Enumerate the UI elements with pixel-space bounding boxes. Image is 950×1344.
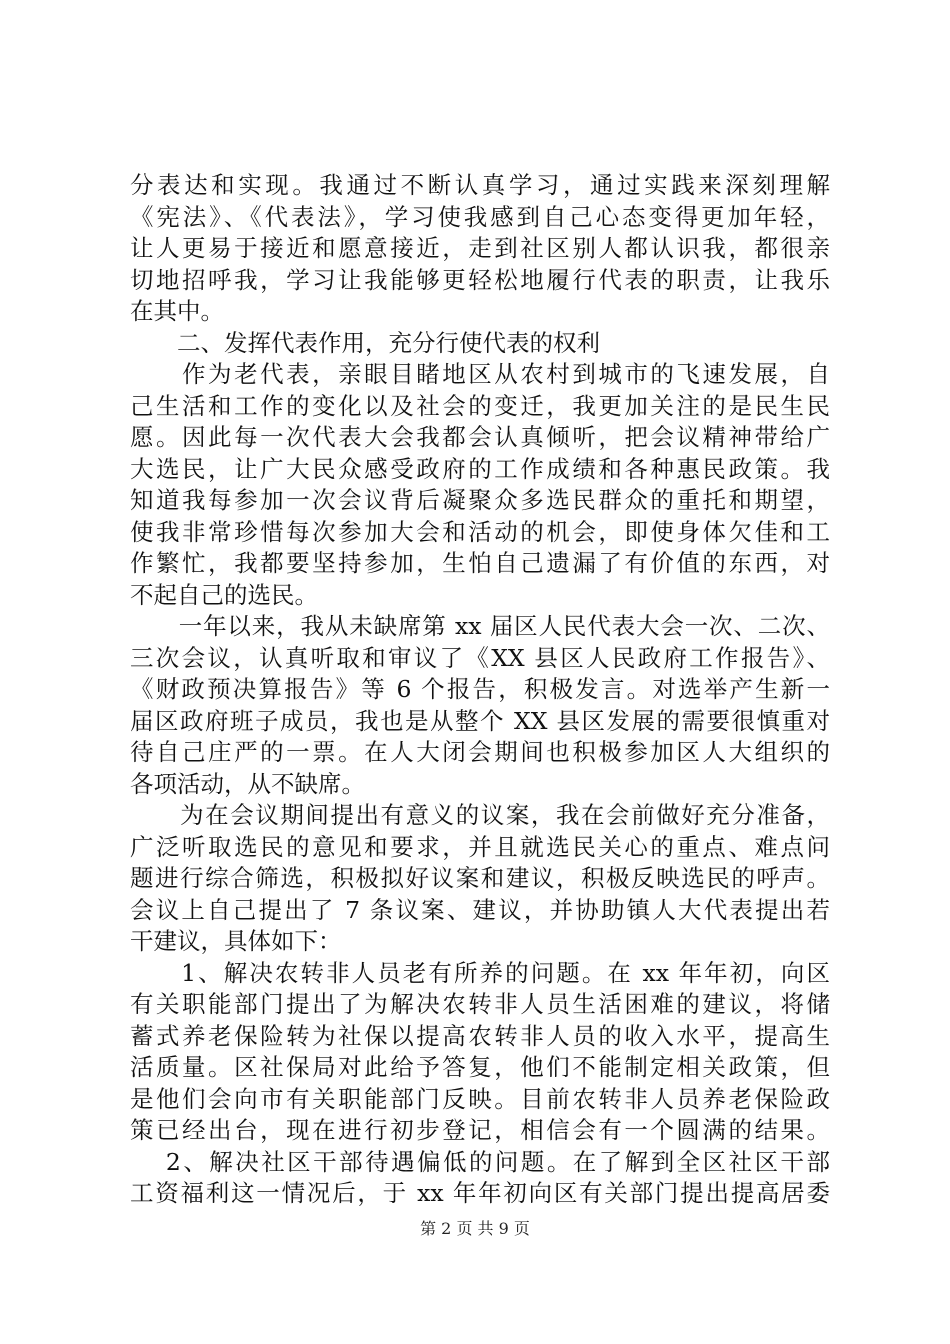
text-line: 是他们会向市有关职能部门反映。目前农转非人员养老保险政 bbox=[130, 1084, 830, 1113]
text-line: 愿。因此每一次代表大会我都会认真倾听，把会议精神带给广 bbox=[130, 423, 830, 451]
text-line: 大选民，让广大民众感受政府的工作成绩和各种惠民政策。我 bbox=[130, 454, 830, 483]
text-line: 广泛听取选民的意见和要求，并且就选民关心的重点、难点问 bbox=[130, 832, 830, 861]
text-line: 干建议，具体如下： bbox=[130, 927, 342, 955]
section-heading: 二、发挥代表作用，充分行使代表的权利 bbox=[130, 328, 600, 357]
text-line: 会议上自己提出了 7 条议案、建议，并协助镇人大代表提出若 bbox=[130, 895, 830, 924]
text-line: 知道我每参加一次会议背后凝聚众多选民群众的重托和期望， bbox=[130, 486, 830, 514]
text-line: 不起自己的选民。 bbox=[130, 580, 318, 609]
text-line: 届区政府班子成员，我也是从整个 XX 县区发展的需要很慎重对 bbox=[130, 706, 830, 735]
text-line: 己生活和工作的变化以及社会的变迁，我更加关注的是民生民 bbox=[130, 391, 830, 420]
text-line: 作繁忙，我都要坚持参加，生怕自己遗漏了有价值的东西，对 bbox=[130, 549, 830, 577]
text-line: 作为老代表，亲眼目睹地区从农村到城市的飞速发展，自 bbox=[130, 360, 830, 388]
text-line: 2、解决社区干部待遇偏低的问题。在了解到全区社区干部 bbox=[130, 1147, 830, 1176]
text-line: 1、解决农转非人员老有所养的问题。在 xx 年年初，向区 bbox=[130, 958, 830, 987]
text-line: 让人更易于接近和愿意接近，走到社区别人都认识我，都很亲 bbox=[130, 234, 830, 262]
text-line: 有关职能部门提出了为解决农转非人员生活困难的建议，将储 bbox=[130, 990, 830, 1018]
text-line: 各项活动，从不缺席。 bbox=[130, 769, 365, 798]
text-line: 为在会议期间提出有意义的议案，我在会前做好充分准备， bbox=[130, 801, 830, 829]
text-line: 活质量。区社保局对此给予答复，他们不能制定相关政策，但 bbox=[130, 1053, 830, 1081]
text-line: 分表达和实现。我通过不断认真学习，通过实践来深刻理解 bbox=[130, 171, 830, 199]
document-body bbox=[130, 170, 830, 1210]
text-line: 《宪法》、《代表法》，学习使我感到自己心态变得更加年轻， bbox=[130, 202, 830, 231]
text-line: 蓄式养老保险转为社保以提高农转非人员的收入水平，提高生 bbox=[130, 1021, 830, 1050]
text-line: 一年以来，我从未缺席第 xx 届区人民代表大会一次、二次、 bbox=[130, 612, 830, 640]
page-number-footer: 第 2 页 共 9 页 bbox=[420, 1219, 530, 1238]
text-line: 切地招呼我，学习让我能够更轻松地履行代表的职责，让我乐 bbox=[130, 265, 830, 294]
text-line: 策已经出台，现在进行初步登记，相信会有一个圆满的结果。 bbox=[130, 1116, 830, 1144]
text-line: 题进行综合筛选，积极拟好议案和建议，积极反映选民的呼声。 bbox=[130, 864, 830, 892]
text-line: 使我非常珍惜每次参加大会和活动的机会，即使身体欠佳和工 bbox=[130, 517, 830, 546]
text-line: 三次会议，认真听取和审议了《XX 县区人民政府工作报告》、 bbox=[130, 643, 830, 672]
text-line: 待自己庄严的一票。在人大闭会期间也积极参加区人大组织的 bbox=[130, 738, 830, 766]
text-line: 《财政预决算报告》等 6 个报告，积极发言。对选举产生新一 bbox=[130, 675, 830, 703]
text-line: 工资福利这一情况后，于 xx 年年初向区有关部门提出提高居委 bbox=[130, 1179, 830, 1207]
text-line: 在其中。 bbox=[130, 297, 224, 325]
